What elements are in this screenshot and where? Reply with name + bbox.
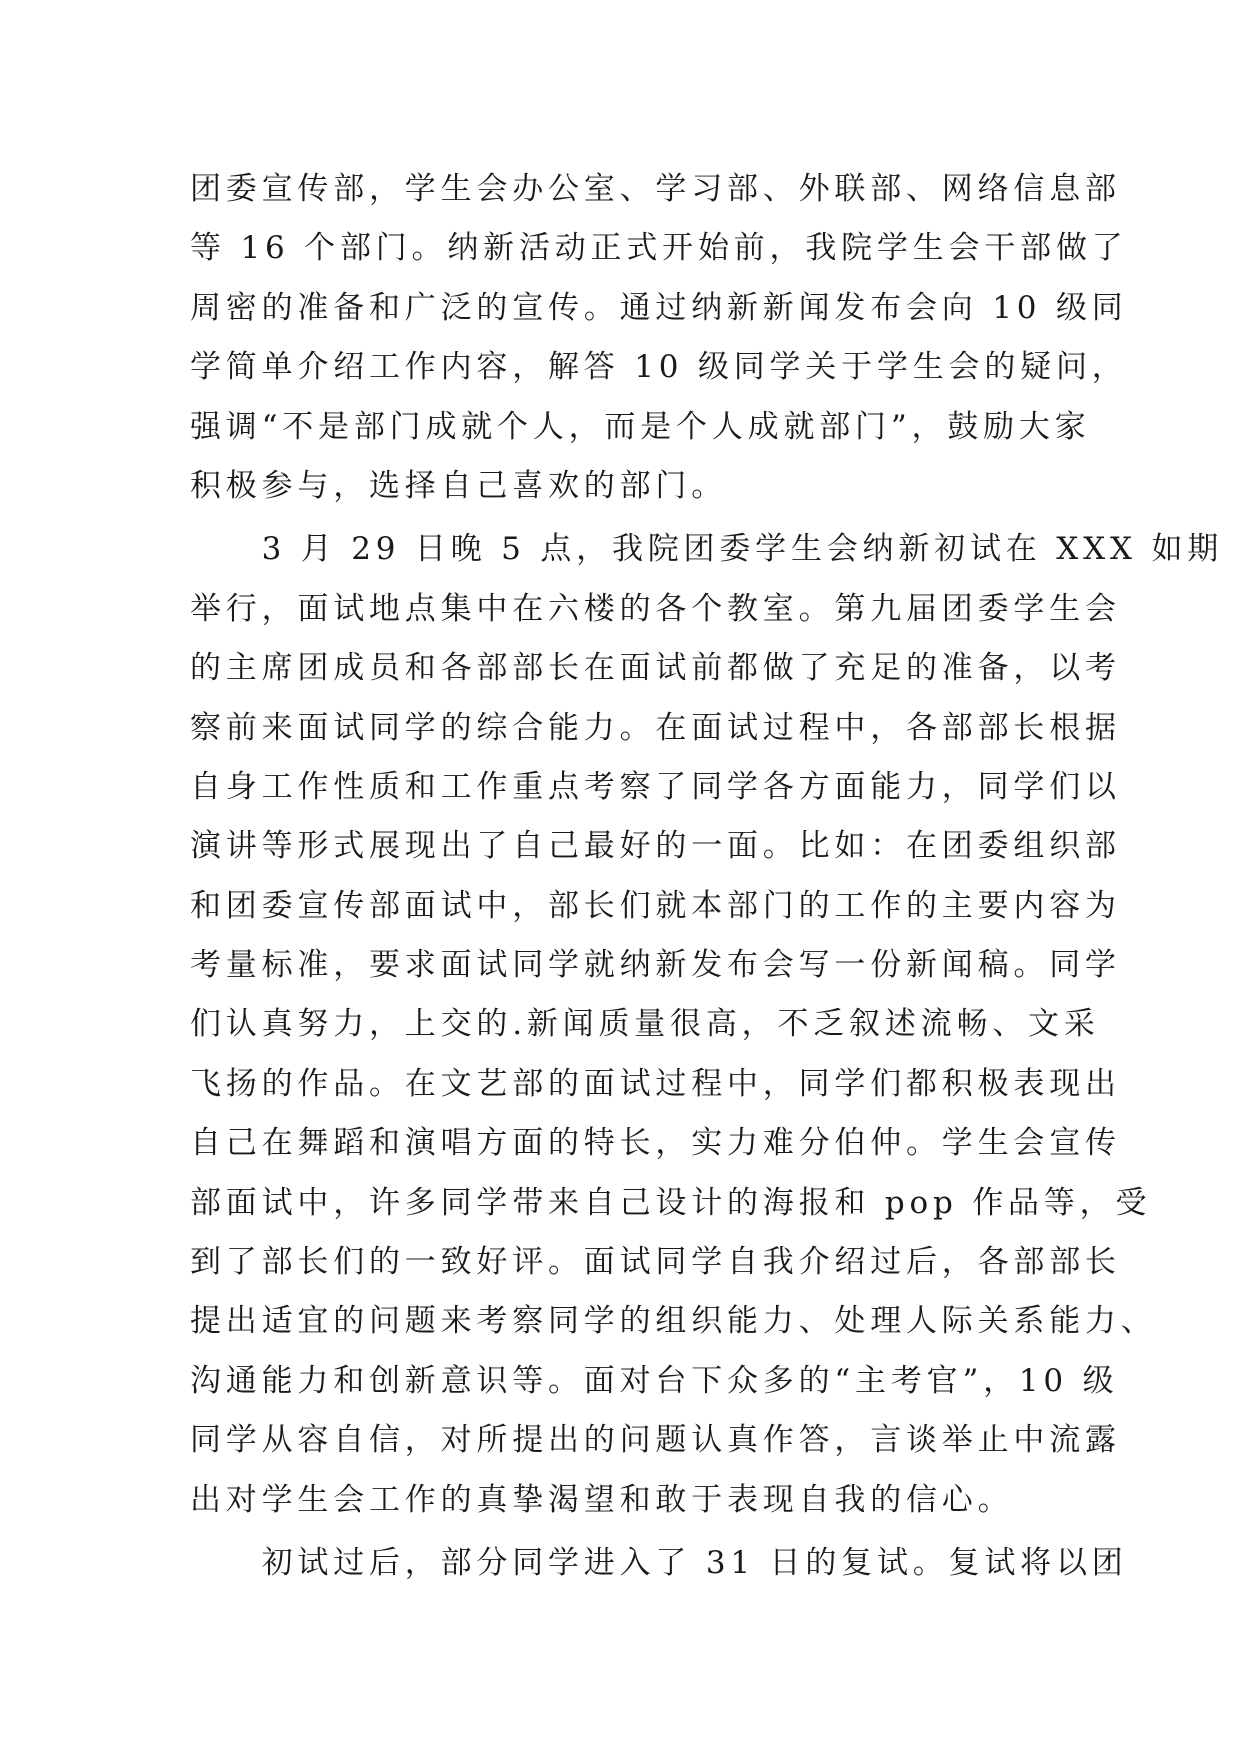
text-line: 沟通能力和创新意识等。面对台下众多的“主考官”，10 级	[190, 1362, 1119, 1399]
text-line: 学简单介绍工作内容，解答 10 级同学关于学生会的疑问，	[190, 349, 1128, 386]
text-line: 自己在舞蹈和演唱方面的特长，实力难分伯仲。学生会宣传	[190, 1125, 1121, 1162]
text-line: 周密的准备和广泛的宣传。通过纳新新闻发布会向 10 级同	[190, 289, 1128, 326]
text-line: 3 月 29 日晚 5 点，我院团委学生会纳新初试在 XXX 如期	[190, 531, 1224, 568]
text-line: 举行，面试地点集中在六楼的各个教室。第九届团委学生会	[190, 590, 1121, 627]
text-line: 察前来面试同学的综合能力。在面试过程中，各部部长根据	[190, 709, 1121, 746]
text-line: 积极参与，选择自己喜欢的部门。	[190, 467, 727, 504]
text-line: 提出适宜的问题来考察同学的组织能力、处理人际关系能力、	[190, 1303, 1157, 1340]
text-line: 到了部长们的一致好评。面试同学自我介绍过后，各部部长	[190, 1244, 1121, 1281]
text-line: 出对学生会工作的真挚渴望和敢于表现自我的信心。	[190, 1481, 1014, 1518]
text-line: 的主席团成员和各部部长在面试前都做了充足的准备，以考	[190, 650, 1121, 687]
text-line: 考量标准，要求面试同学就纳新发布会写一份新闻稿。同学	[190, 947, 1121, 984]
text-line: 飞扬的作品。在文艺部的面试过程中，同学们都积极表现出	[190, 1065, 1121, 1102]
text-line: 初试过后，部分同学进入了 31 日的复试。复试将以团	[190, 1544, 1128, 1581]
text-line: 们认真努力，上交的.新闻质量很高，不乏叙述流畅、文采	[190, 1006, 1100, 1043]
text-line: 和团委宣传部面试中，部长们就本部门的工作的主要内容为	[190, 887, 1121, 924]
text-line: 部面试中，许多同学带来自己设计的海报和 pop 作品等，受	[190, 1184, 1152, 1221]
document-body	[190, 160, 1224, 1593]
text-line: 团委宣传部，学生会办公室、学习部、外联部、网络信息部	[190, 171, 1121, 207]
text-line: 等 16 个部门。纳新活动正式开始前，我院学生会干部做了	[190, 230, 1128, 267]
text-line: 自身工作性质和工作重点考察了同学各方面能力，同学们以	[190, 768, 1121, 805]
text-line: 同学从容自信，对所提出的问题认真作答，言谈举止中流露	[190, 1422, 1121, 1459]
text-line: 强调“不是部门成就个人，而是个人成就部门”，鼓励大家	[190, 408, 1091, 445]
text-line: 演讲等形式展现出了自己最好的一面。比如：在团委组织部	[190, 828, 1121, 865]
